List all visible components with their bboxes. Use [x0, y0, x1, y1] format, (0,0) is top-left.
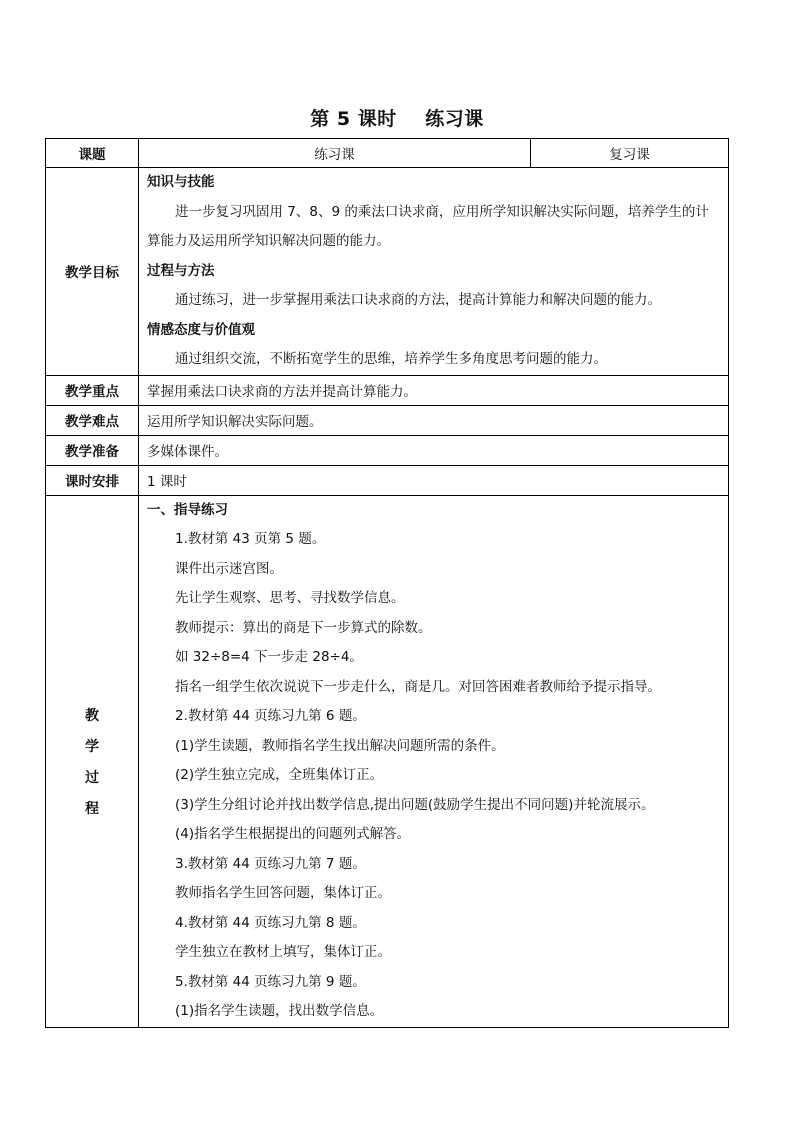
topic-label: 课题	[46, 139, 139, 168]
process-line: 指名一组学生依次说说下一步走什么，商是几。对回答困难者教师给予提示指导。	[175, 678, 661, 695]
objectives-content	[139, 168, 728, 375]
process-label-char: 教	[85, 707, 99, 724]
topic-value: 练习课	[139, 139, 531, 168]
key-points-text: 掌握用乘法口诀求商的方法并提高计算能力。	[147, 384, 417, 400]
difficulties-text: 运用所学知识解决实际问题。	[147, 414, 323, 430]
lesson-type-value: 复习课	[531, 139, 729, 168]
row-process	[46, 495, 729, 1027]
process-line: 5.教材第 44 页练习九第 9 题。	[175, 973, 366, 990]
process-line: (2)学生独立完成，全班集体订正。	[175, 767, 384, 783]
objective-heading-knowledge: 知识与技能	[147, 174, 215, 190]
process-line: 4.教材第 44 页练习九第 8 题。	[175, 914, 366, 931]
process-line: (4)指名学生根据提出的问题列式解答。	[175, 826, 411, 842]
process-label	[46, 705, 138, 818]
objective-text-knowledge: 进一步复习巩固用 7、8、9 的乘法口诀求商，应用所学知识解决实际问题，培养学生的计算能力及运用所学知识解决问题的能力。	[147, 203, 709, 249]
key-points-label: 教学重点	[46, 375, 139, 405]
row-schedule	[46, 465, 729, 495]
process-line: (1)指名学生读题，找出数学信息。	[175, 1003, 384, 1019]
process-line: 1.教材第 43 页第 5 题。	[175, 531, 326, 547]
process-label-char: 程	[85, 800, 99, 817]
objectives-label: 教学目标	[46, 168, 139, 376]
row-key-points	[46, 375, 729, 405]
lesson-plan-table	[45, 138, 729, 1028]
row-preparation	[46, 435, 729, 465]
process-line: 学生独立在教材上填写，集体订正。	[175, 944, 391, 960]
objective-text-attitude: 通过组织交流，不断拓宽学生的思维，培养学生多角度思考问题的能力。	[175, 351, 607, 367]
row-difficulties	[46, 405, 729, 435]
process-line: (1)学生读题，教师指名学生找出解决问题所需的条件。	[175, 737, 505, 754]
objective-heading-attitude: 情感态度与价值观	[147, 321, 255, 338]
objective-text-process: 通过练习，进一步掌握用乘法口诀求商的方法，提高计算能力和解决问题的能力。	[175, 292, 661, 308]
process-line: 3.教材第 44 页练习九第 7 题。	[175, 855, 366, 872]
objective-heading-process: 过程与方法	[147, 262, 215, 279]
page-title: 第 5 课时 练习课	[310, 108, 484, 130]
row-objectives	[46, 168, 729, 376]
process-section-heading: 一、指导练习	[147, 501, 228, 518]
row-topic	[46, 139, 729, 168]
process-label-char: 学	[85, 738, 99, 755]
schedule-label: 课时安排	[46, 465, 139, 495]
process-line: 教师指名学生回答问题，集体订正。	[175, 885, 391, 901]
preparation-text: 多媒体课件。	[147, 444, 228, 460]
process-line: 如 32÷8=4 下一步走 28÷4。	[175, 649, 363, 665]
process-line: 教师提示：算出的商是下一步算式的除数。	[175, 619, 432, 636]
process-line: 课件出示迷宫图。	[175, 560, 283, 577]
preparation-label: 教学准备	[46, 435, 139, 465]
process-content	[139, 496, 728, 1027]
process-label-cell	[46, 495, 139, 1027]
process-label-char: 过	[85, 769, 99, 786]
process-line: 先让学生观察、思考、寻找数学信息。	[175, 590, 405, 606]
schedule-text: 1 课时	[147, 474, 187, 490]
difficulties-label: 教学难点	[46, 405, 139, 435]
process-line: 2.教材第 44 页练习九第 6 题。	[175, 708, 366, 724]
process-line: (3)学生分组讨论并找出数学信息,提出问题(鼓励学生提出不同问题)并轮流展示。	[175, 796, 655, 813]
